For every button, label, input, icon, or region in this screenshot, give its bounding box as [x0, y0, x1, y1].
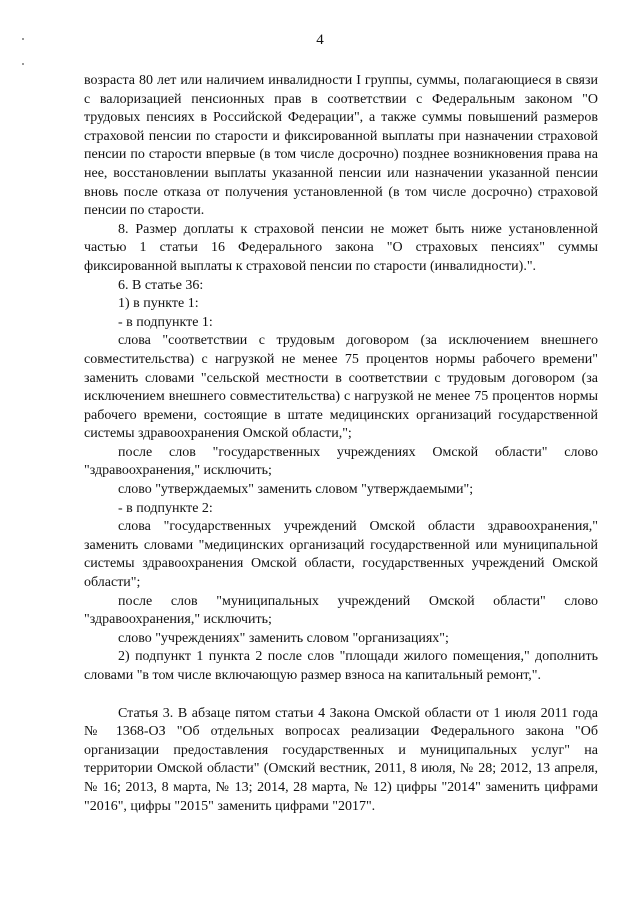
paragraph-amendment: после слов "муниципальных учреждений Омской области" слово "здравоохранения," исключить;: [84, 593, 598, 628]
paragraph-point-1: 1) в пункте 1:: [118, 296, 199, 312]
paragraph-subpoint-1: - в подпункте 1:: [118, 314, 213, 330]
paragraph-amendment: после слов "государственных учреждениях Омской области" слово "здравоохранения," исключить;: [84, 444, 598, 479]
paragraph-amendment: слова "соответствии с трудовым договором (за исключением внешнего совместительства) с нагрузкой не менее 75 процентов нормы рабочего времени" заменить словами "сельской местности в соответствии с трудовым договором (за исключением внешнего совместительства) с нагрузкой не менее 75 процентов нормы рабочего времени, состоящие в штате медицинских организаций государственной системы здравоохранения Омской области,";: [84, 333, 598, 442]
document-body: [84, 72, 598, 816]
margin-mark: [22, 63, 24, 65]
paragraph-amendment: слова "государственных учреждений Омской области здравоохранения," заменить словами "медицинских организаций государственной или муниципальной системы здравоохранения Омской области, государственных учреждений Омской области";: [84, 519, 598, 591]
paragraph-amendment: слово "утверждаемых" заменить словом "утверждаемыми";: [118, 482, 474, 498]
paragraph-continuation: возраста 80 лет или наличием инвалидности I группы, суммы, полагающиеся в связи с валоризацией пенсионных прав в соответствии с Федеральным законом "О трудовых пенсиях в Российской Федерации", а также суммы повышений размеров страховой пенсии по старости и фиксированной выплаты при назначении страховой пенсии по старости впервые (в том числе досрочно) позднее возникновения права на нее, восстановлении выплаты указанной пенсии или назначении указанной пенсии вновь после отказа от получения установленной (в том числе досрочно) страховой пенсии по старости.: [84, 73, 598, 219]
paragraph-subpoint-2: - в подпункте 2:: [118, 500, 213, 516]
paragraph-article-3: Статья 3. В абзаце пятом статьи 4 Закона Омской области от 1 июля 2011 года № 1368-ОЗ "Об отдельных вопросах реализации Федерального закона "Об организации предоставления государственных и муниципальных услуг" на территории Омской области" (Омский вестник, 2011, 8 июля, № 28; 2012, 13 апреля, № 16; 2013, 8 марта, № 13; 2014, 28 марта, № 12) цифры "2014" заменить цифрами "2016", цифры "2015" заменить цифрами "2017".: [84, 705, 598, 814]
paragraph-amendment: слово "учреждениях" заменить словом "организациях";: [118, 630, 449, 646]
paragraph-point-2: 2) подпункт 1 пункта 2 после слов "площади жилого помещения," дополнить словами "в том числе включающую размер взноса на капитальный ремонт,".: [84, 649, 598, 683]
paragraph-article-36: 6. В статье 36:: [118, 277, 204, 293]
paragraph-item-8: 8. Размер доплаты к страховой пенсии не может быть ниже установленной частью 1 статьи 16 Федерального закона "О страховых пенсиях" суммы фиксированной выплаты к страховой пенсии по старости (инвалидности).".: [84, 221, 598, 274]
page-number: 4: [316, 32, 324, 48]
